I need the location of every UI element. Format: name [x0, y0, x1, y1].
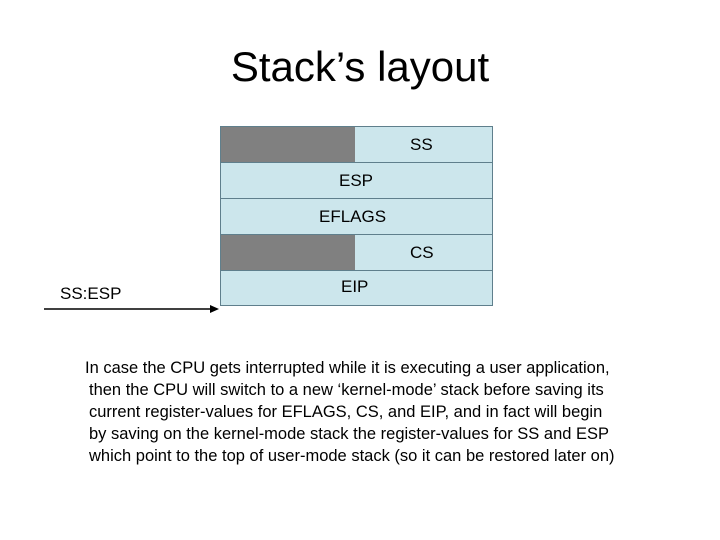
stack-row-cs: [220, 234, 493, 270]
stack-row-ss: [220, 126, 493, 162]
stack-row-eip: [220, 270, 493, 306]
paragraph-line: then the CPU will switch to a new ‘kernel-mode’ stack before saving its: [89, 381, 604, 399]
explanation-paragraph: [85, 357, 685, 467]
stack-pointer-label: SS:ESP: [60, 284, 122, 303]
stack-row-esp: [220, 162, 493, 198]
stack-label-eflags: EFLAGS: [319, 207, 387, 226]
stack-label-eip: EIP: [341, 277, 369, 296]
stack-pointer-arrow: [44, 302, 220, 316]
paragraph-line: current register-values for EFLAGS, CS, and EIP, and in fact will begin: [89, 403, 603, 421]
unused-half: [221, 127, 355, 162]
paragraph-line: by saving on the kernel-mode stack the register-values for SS and ESP: [89, 425, 610, 443]
stack-row-eflags: [220, 198, 493, 234]
stack-label-ss: SS: [410, 135, 433, 154]
slide-title: Stack’s layout: [230, 43, 490, 90]
paragraph-line: In case the CPU gets interrupted while it is executing a user application,: [85, 359, 610, 377]
stack-label-esp: ESP: [339, 171, 374, 190]
stack-diagram: [220, 126, 493, 306]
unused-half: [221, 235, 355, 270]
stack-label-cs: CS: [410, 243, 434, 262]
paragraph-line: which point to the top of user-mode stack (so it can be restored later on): [89, 447, 615, 465]
